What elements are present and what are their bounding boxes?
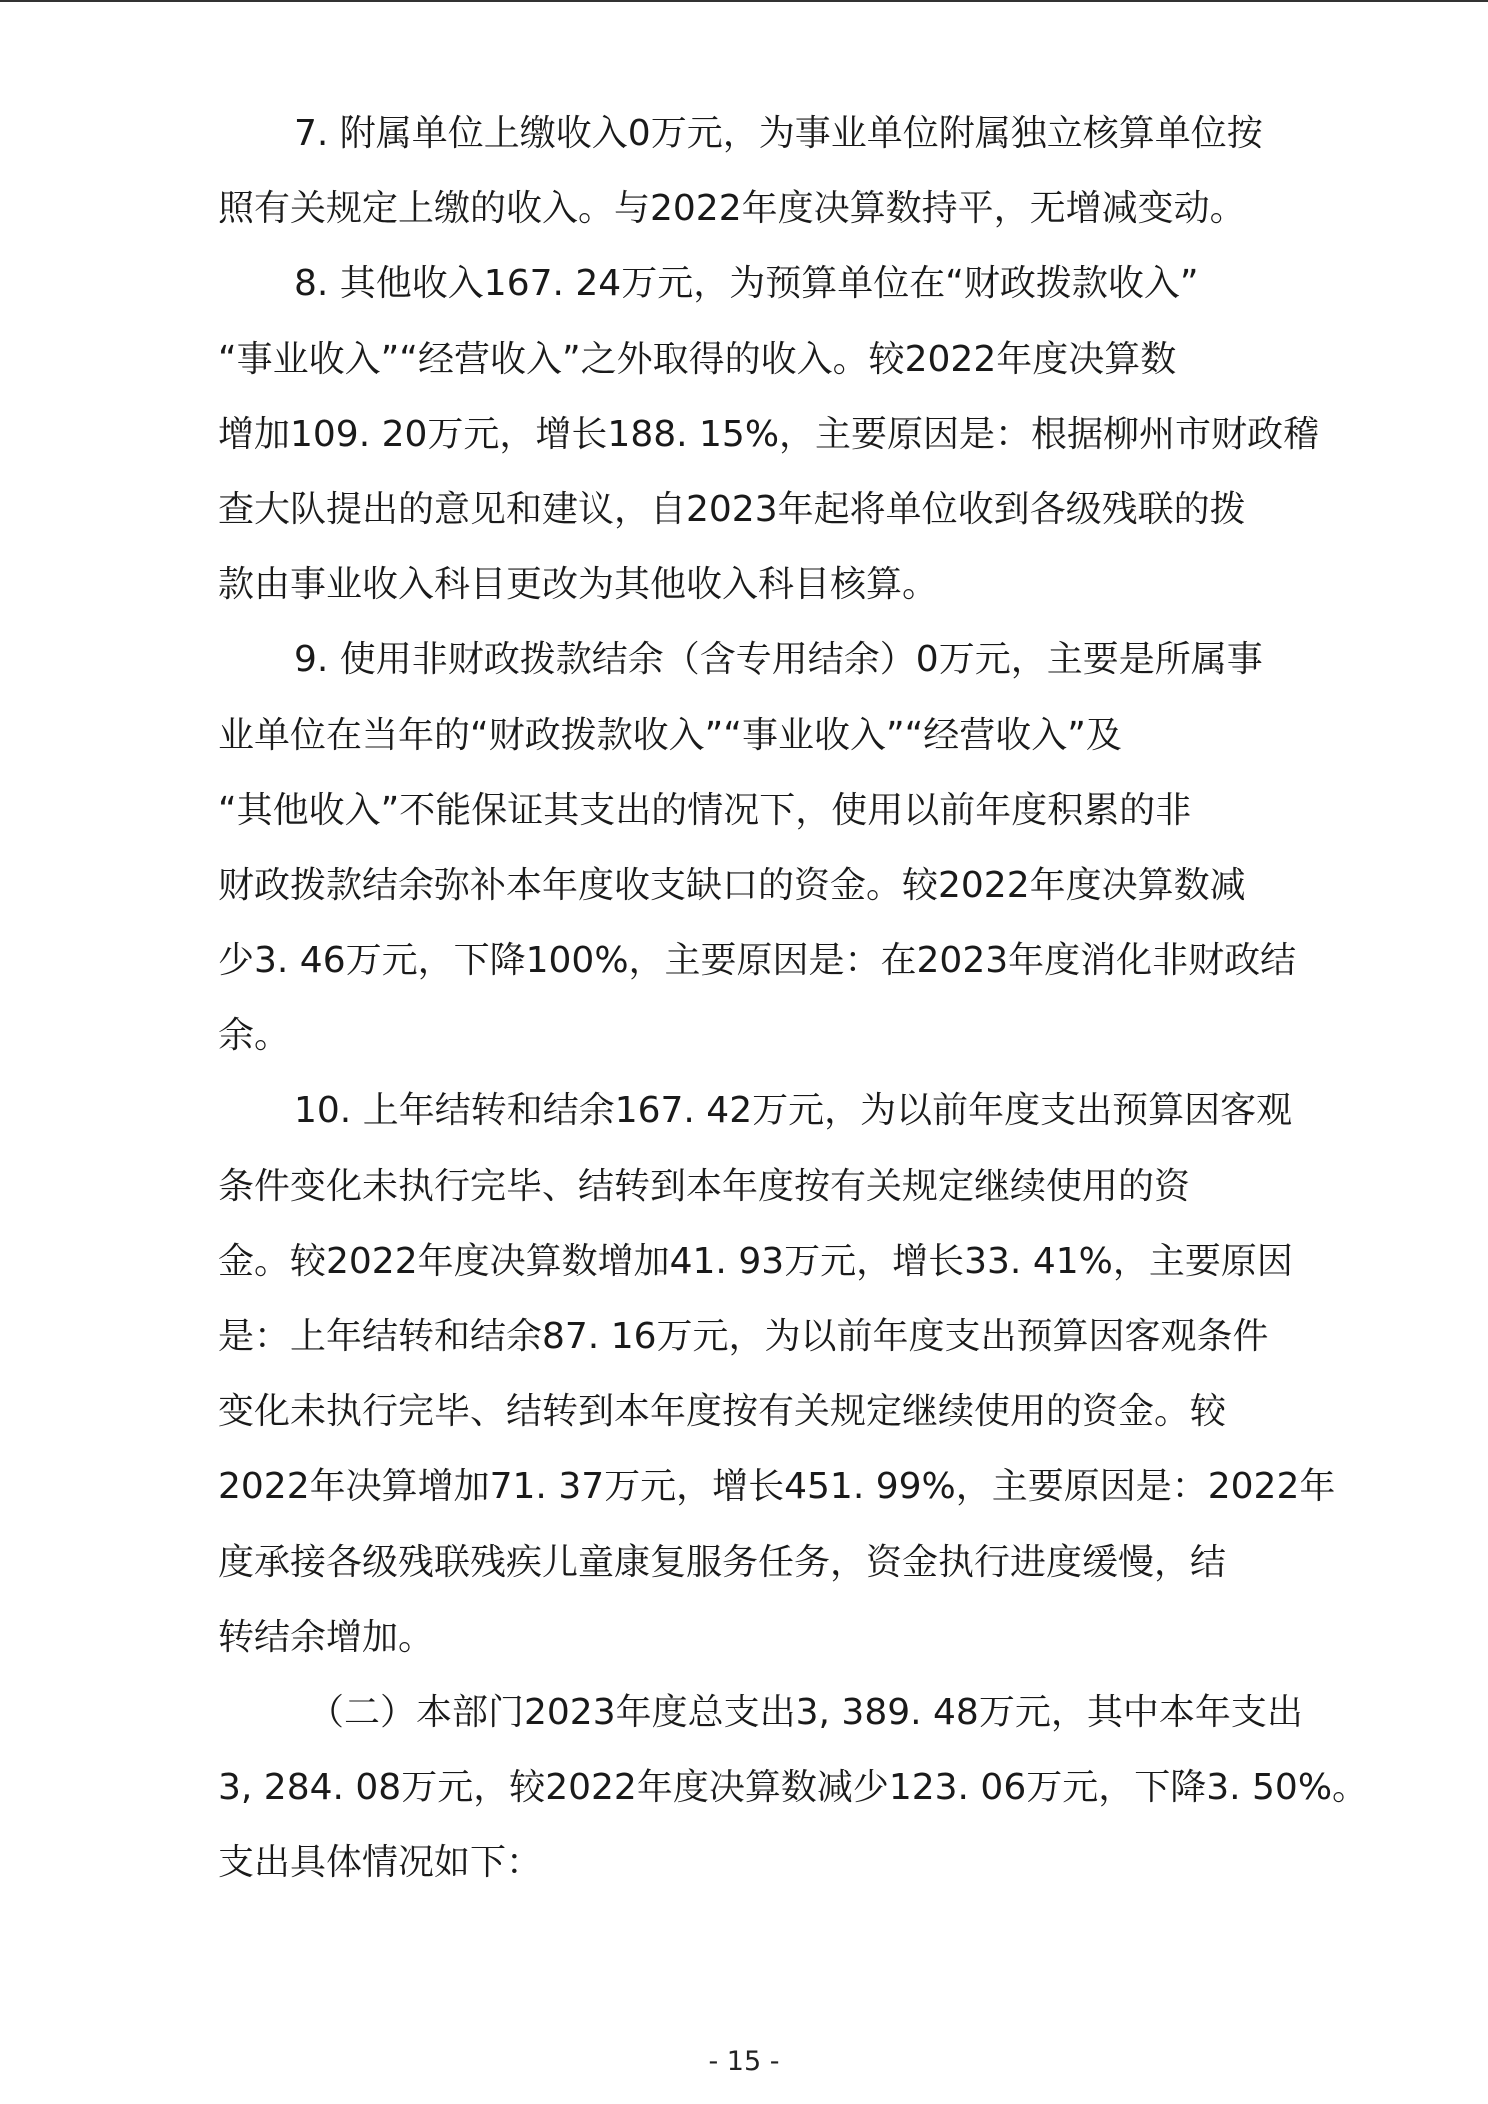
paragraph-8-line-3: 增加109. 20万元，增长188. 15%，主要原因是：根据柳州市财政稽	[218, 413, 1320, 455]
paragraph-9-line-2: 业单位在当年的“财政拨款收入”“事业收入”“经营收入”及	[218, 714, 1122, 756]
paragraph-9-line-4: 财政拨款结余弥补本年度收支缺口的资金。较2022年度决算数减	[218, 864, 1246, 906]
paragraph-10-line-4: 是：上年结转和结余87. 16万元，为以前年度支出预算因客观条件	[218, 1316, 1269, 1357]
paragraph-8-line-5: 款由事业收入科目更改为其他收入科目核算。	[218, 564, 939, 606]
section-two-line-3: 支出具体情况如下：	[218, 1842, 543, 1884]
paragraph-9-line-6: 余。	[218, 1015, 291, 1057]
paragraph-10-line-8: 转结余增加。	[218, 1616, 435, 1658]
paragraph-9-line-1: 9. 使用非财政拨款结余（含专用结余）0万元，主要是所属事	[294, 639, 1263, 681]
paragraph-10-line-3: 金。较2022年度决算数增加41. 93万元，增长33. 41%，主要原因	[218, 1240, 1293, 1282]
paragraph-8-line-2: “事业收入”“经营收入”之外取得的收入。较2022年度决算数	[218, 338, 1177, 380]
paragraph-9-line-5: 少3. 46万元，下降100%，主要原因是：在2023年度消化非财政结	[218, 940, 1297, 982]
paragraph-10-line-7: 度承接各级残联残疾儿童康复服务任务，资金执行进度缓慢，结	[218, 1541, 1227, 1583]
paragraph-10-line-6: 2022年决算增加71. 37万元，增长451. 99%，主要原因是：2022年	[218, 1466, 1336, 1508]
paragraph-7-line-1: 7. 附属单位上缴收入0万元，为事业单位附属独立核算单位按	[294, 113, 1263, 154]
paragraph-9-line-3: “其他收入”不能保证其支出的情况下，使用以前年度积累的非	[218, 789, 1192, 831]
paragraph-10-line-1: 10. 上年结转和结余167. 42万元，为以前年度支出预算因客观	[294, 1090, 1293, 1132]
section-two-line-1: （二）本部门2023年度总支出3, 389. 48万元，其中本年支出	[308, 1691, 1303, 1733]
section-two-line-2: 3, 284. 08万元，较2022年度决算数减少123. 06万元，下降3. 50%。	[218, 1767, 1369, 1809]
paragraph-8-line-1: 8. 其他收入167. 24万元，为预算单位在“财政拨款收入”	[294, 263, 1199, 305]
paragraph-10-line-2: 条件变化未执行完毕、结转到本年度按有关规定继续使用的资	[218, 1165, 1191, 1207]
top-border-line	[0, 0, 1488, 2]
document-body	[218, 96, 1369, 1901]
paragraph-8-line-4: 查大队提出的意见和建议，自2023年起将单位收到各级残联的拨	[218, 488, 1246, 530]
paragraph-7-line-2: 照有关规定上缴的收入。与2022年度决算数持平，无增减变动。	[218, 188, 1246, 230]
page-number: - 15 -	[708, 2046, 780, 2077]
paragraph-10-line-5: 变化未执行完毕、结转到本年度按有关规定继续使用的资金。较	[218, 1391, 1227, 1433]
